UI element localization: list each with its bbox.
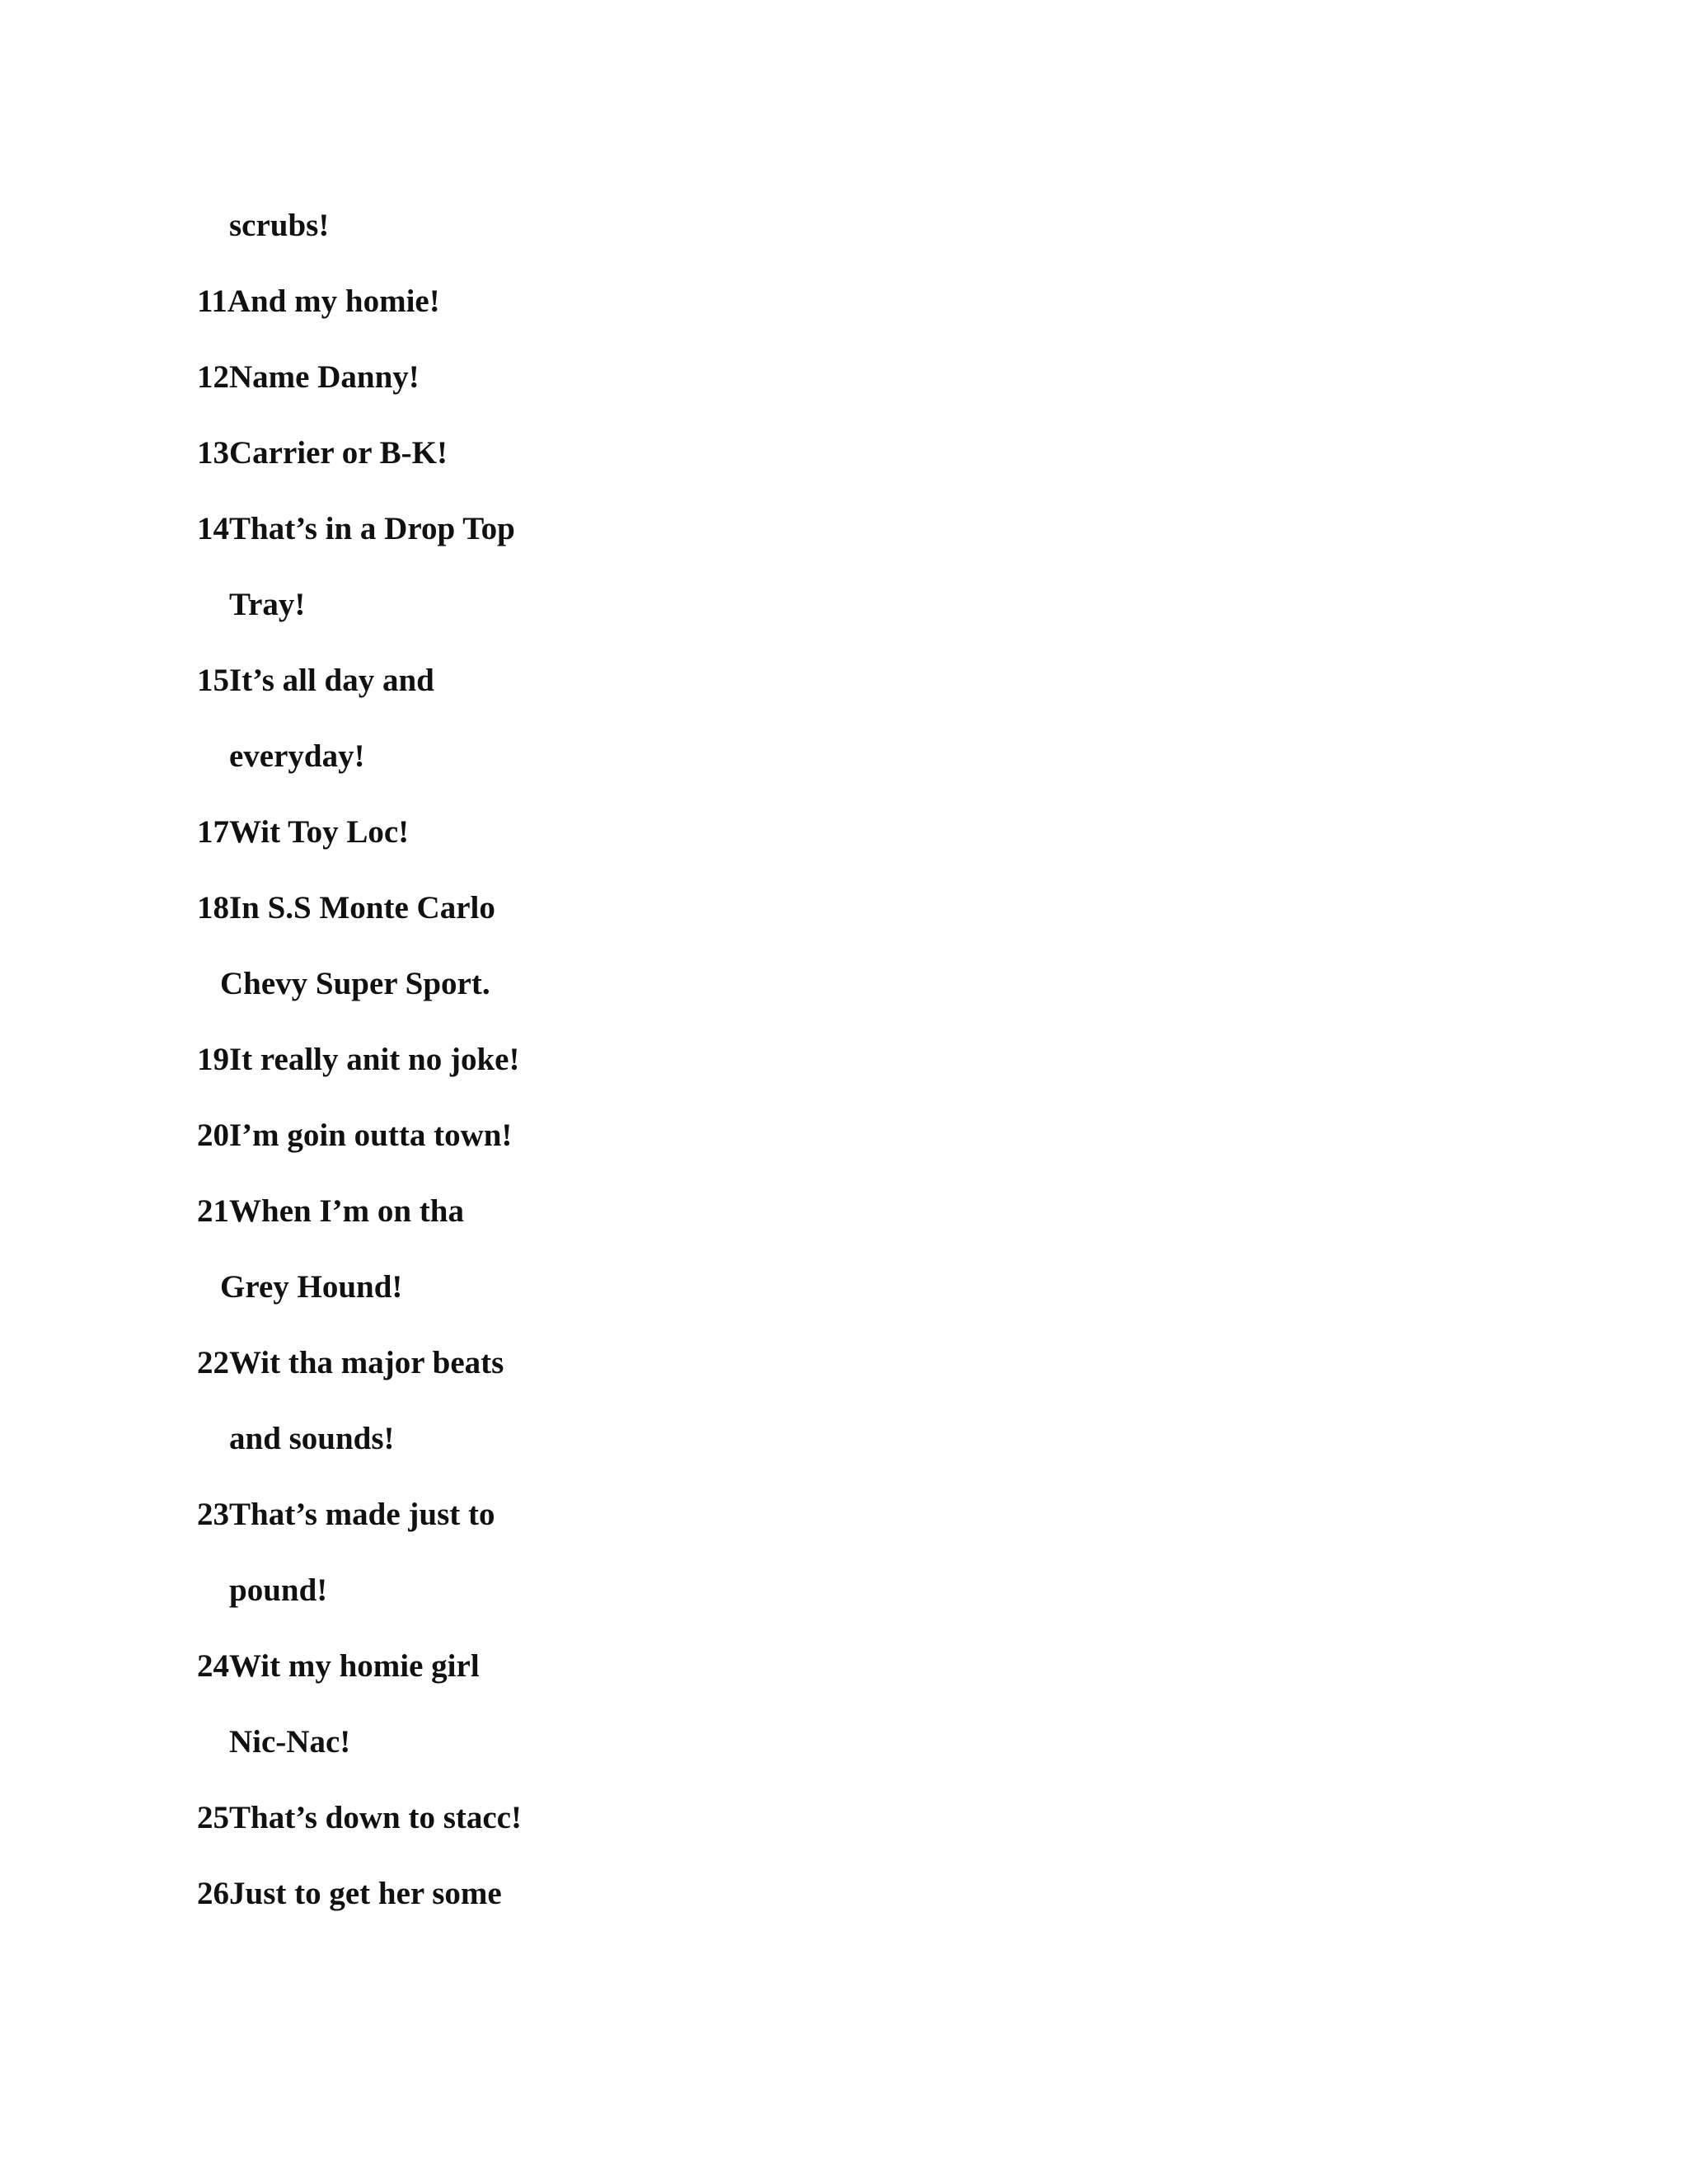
line-number: 25 <box>197 1800 229 1835</box>
line-text: Carrier or B-K! <box>229 435 448 471</box>
line-text: When I’m on tha <box>229 1193 464 1229</box>
line-text: I’m goin outta town! <box>229 1118 513 1153</box>
text-line <box>197 643 1186 719</box>
text-line <box>197 1629 1186 1704</box>
text-line <box>197 1553 1186 1629</box>
line-number: 19 <box>197 1042 229 1077</box>
line-text: Chevy Super Sport. <box>220 966 490 1001</box>
line-text: That’s down to stacc! <box>229 1800 522 1835</box>
line-text: scrubs! <box>229 208 330 243</box>
text-line <box>197 415 1186 491</box>
line-number: 11 <box>197 284 227 319</box>
text-line <box>197 1856 1186 1932</box>
text-line <box>197 340 1186 415</box>
line-number: 23 <box>197 1497 229 1532</box>
line-text: Wit my homie girl <box>229 1648 480 1684</box>
line-text: Tray! <box>229 587 306 622</box>
line-text: It’s all day and <box>229 663 434 698</box>
text-line <box>197 567 1186 643</box>
lyrics-block <box>197 188 1186 1932</box>
line-number: 18 <box>197 890 229 926</box>
text-line <box>197 1249 1186 1325</box>
line-number: 20 <box>197 1118 229 1153</box>
line-text: pound! <box>229 1572 328 1608</box>
line-text: Wit Toy Loc! <box>229 814 410 850</box>
line-number: 15 <box>197 663 229 698</box>
line-number: 22 <box>197 1345 229 1380</box>
line-text: That’s made just to <box>229 1497 495 1532</box>
line-text: Name Danny! <box>229 359 420 395</box>
line-text: In S.S Monte Carlo <box>229 890 495 926</box>
text-line <box>197 1780 1186 1856</box>
text-line <box>197 794 1186 870</box>
line-number: 26 <box>197 1876 229 1911</box>
text-line <box>197 264 1186 340</box>
line-number: 13 <box>197 435 229 471</box>
line-text: That’s in a Drop Top <box>229 511 515 546</box>
line-text: everyday! <box>229 738 365 774</box>
line-text: Wit tha major beats <box>229 1345 504 1380</box>
line-number: 14 <box>197 511 229 546</box>
text-line <box>197 1401 1186 1477</box>
text-line <box>197 491 1186 567</box>
line-number: 21 <box>197 1193 229 1229</box>
line-text: Nic-Nac! <box>229 1724 351 1760</box>
text-line <box>197 188 1186 264</box>
text-line <box>197 719 1186 794</box>
line-text: and sounds! <box>229 1421 395 1456</box>
line-text: Grey Hound! <box>220 1269 403 1305</box>
text-line <box>197 1477 1186 1553</box>
text-line <box>197 1325 1186 1401</box>
line-text: And my homie! <box>227 284 440 319</box>
text-line <box>197 1098 1186 1174</box>
text-line <box>197 1022 1186 1098</box>
line-text: Just to get her some <box>229 1876 502 1911</box>
text-line <box>197 870 1186 946</box>
line-number: 12 <box>197 359 229 395</box>
text-line <box>197 1704 1186 1780</box>
line-number: 24 <box>197 1648 229 1684</box>
line-number: 17 <box>197 814 229 850</box>
text-line <box>197 946 1186 1022</box>
line-text: It really anit no joke! <box>229 1042 520 1077</box>
text-line <box>197 1174 1186 1249</box>
